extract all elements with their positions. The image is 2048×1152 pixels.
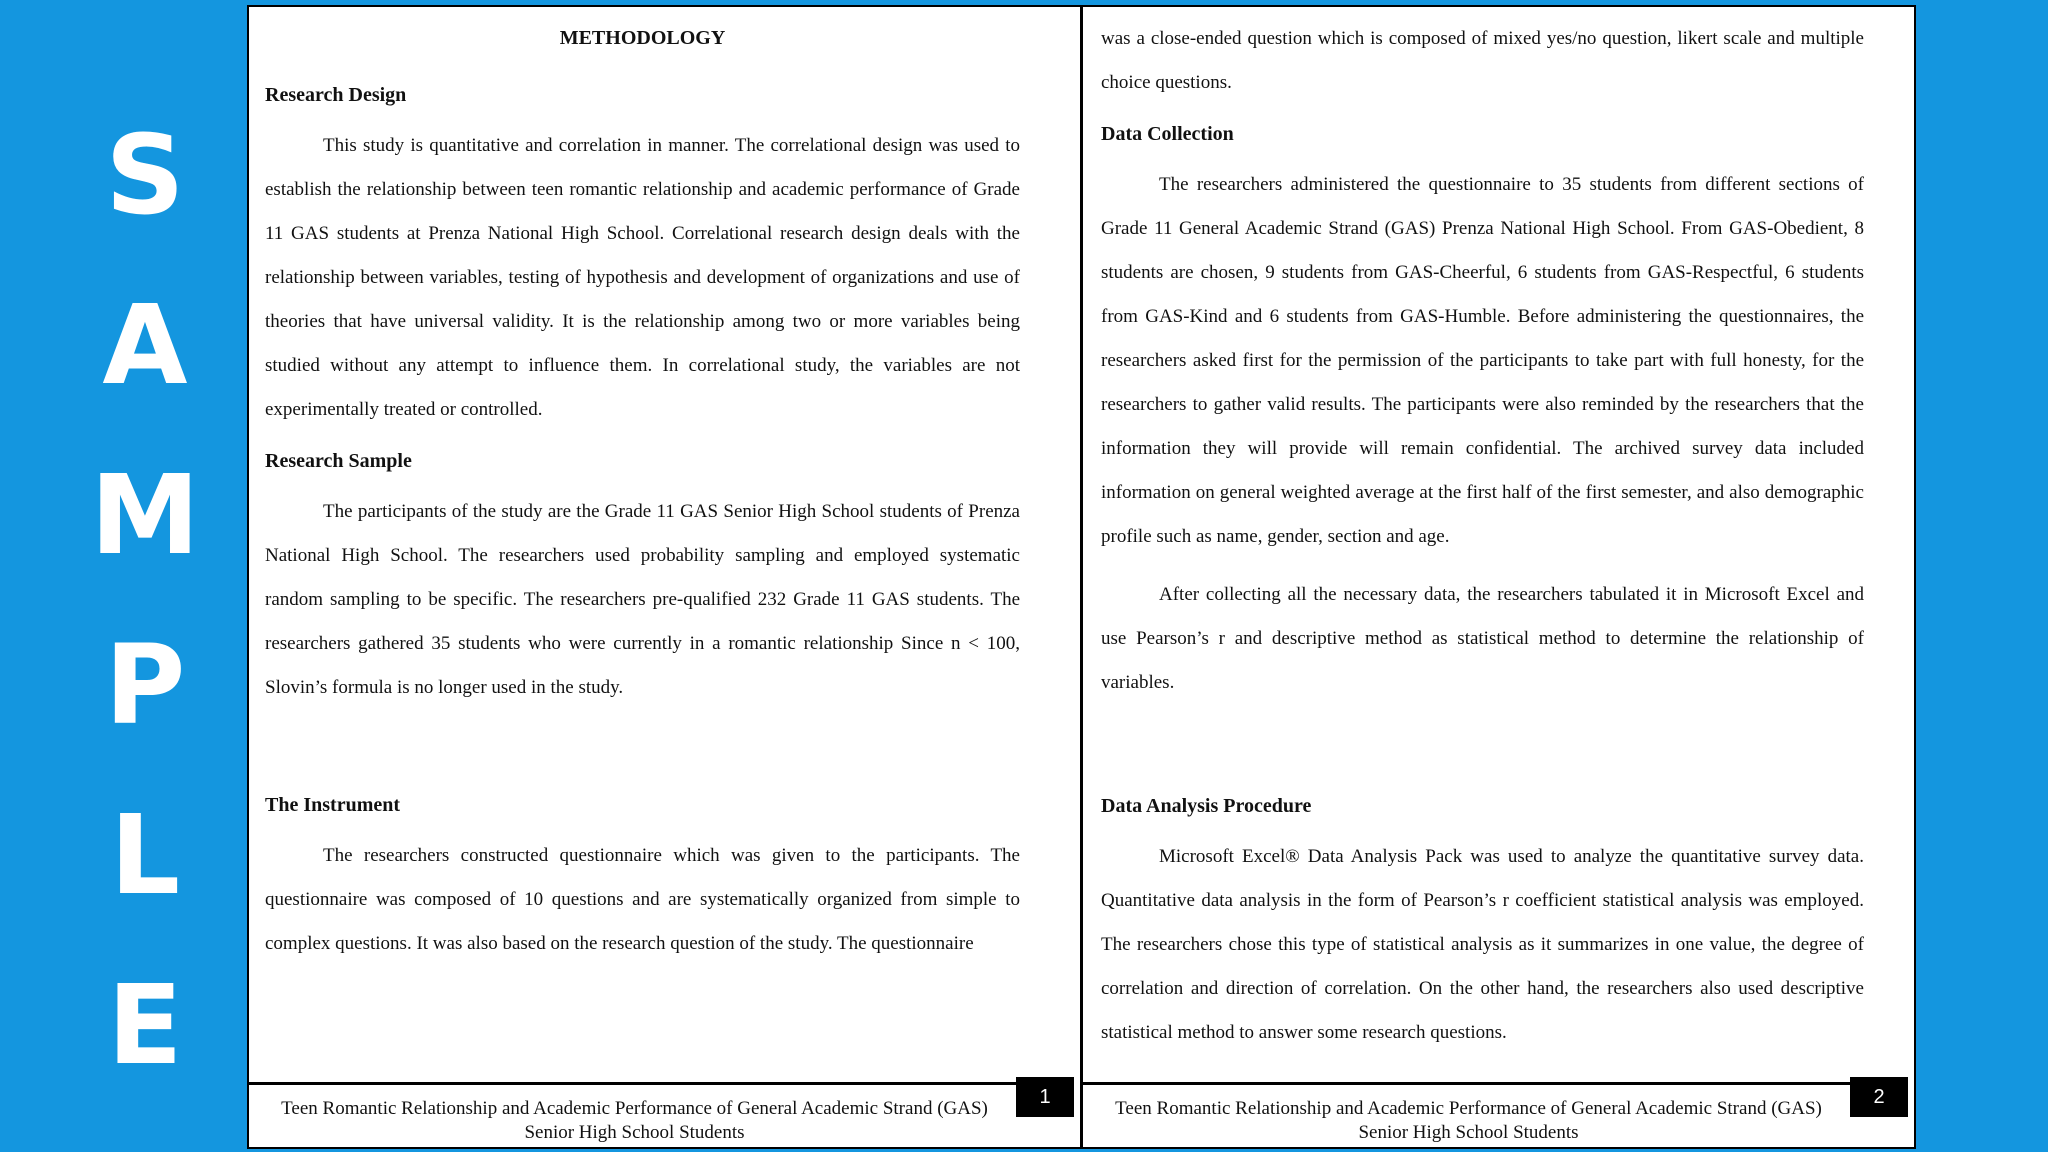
continuation-paragraph: was a close-ended question which is composed of mixed yes/no question, likert scale and multiple choice questions. <box>1101 28 1864 93</box>
research-design-paragraph: This study is quantitative and correlation in manner. The correlational design was used to establish the relationship between teen romantic relationship and academic performance of Grade 11 GAS students at Prenza National High School. Correlational research design deals with the relationship between variables, testing of hypothesis and development of organizations and use of theories that have universal validity. It is the relationship among two or more variables being studied without any attempt to influence them. In correlational study, the variables are not experimentally treated or controlled. <box>265 135 1020 420</box>
page-number-badge: 1 <box>1016 1077 1074 1117</box>
data-collection-paragraph-2: After collecting all the necessary data, the researchers tabulated it in Microsoft Excel and use Pearson’s r and descriptive method as statistical method to determine the relationship of variables. <box>1101 584 1864 693</box>
section-heading-research-design: Research Design <box>265 84 407 106</box>
watermark-letter: M <box>90 451 200 579</box>
watermark-letter: S <box>105 111 185 239</box>
watermark-letter: E <box>107 961 183 1089</box>
document-page-2 <box>1081 5 1916 1149</box>
page-2-content <box>1083 7 1914 1069</box>
footer-divider <box>249 1082 1016 1085</box>
page-title: METHODOLOGY <box>559 27 726 49</box>
section-heading-data-analysis: Data Analysis Procedure <box>1101 795 1312 817</box>
instrument-paragraph: The researchers constructed questionnaire which was given to the participants. The questionnaire was composed of 10 questions and are systematically organized from simple to complex questions. It was also based on the research question of the study. The questionnaire <box>265 845 1020 954</box>
page-footer <box>249 1077 1080 1147</box>
watermark-letter: P <box>104 621 186 749</box>
footer-title: Teen Romantic Relationship and Academic Performance of General Academic Strand (GAS) Senior High School Students <box>1115 1098 1822 1143</box>
document-page-1 <box>247 5 1082 1149</box>
footer-title: Teen Romantic Relationship and Academic Performance of General Academic Strand (GAS) Senior High School Students <box>281 1098 988 1143</box>
section-heading-instrument: The Instrument <box>265 794 401 816</box>
page-1-content <box>249 7 1080 980</box>
page-number-badge: 2 <box>1850 1077 1908 1117</box>
watermark-letter: A <box>102 281 188 409</box>
data-collection-paragraph-1: The researchers administered the questionnaire to 35 students from different sections of Grade 11 General Academic Strand (GAS) Prenza National High School. From GAS-Obedient, 8 students are chosen, 9 students from GAS-Cheerful, 6 students from GAS-Respectful, 6 students from GAS-Kind and 6 students from GAS-Humble. Before administering the questionnaires, the researchers asked first for the permission of the participants to take part with full honesty, for the researchers to gather valid results. The participants were also reminded by the researchers that the information they will provide will remain confidential. The archived survey data included information on general weighted average at the first half of the first semester, and also demographic profile such as name, gender, section and age. <box>1101 174 1864 547</box>
watermark-letter: L <box>109 791 181 919</box>
research-sample-paragraph: The participants of the study are the Grade 11 GAS Senior High School students of Prenza National High School. The researchers used probability sampling and employed systematic random sampling to be specific. The researchers pre-qualified 232 Grade 11 GAS students. The researchers gathered 35 students who were currently in a romantic relationship Since n < 100, Slovin’s formula is no longer used in the study. <box>265 501 1020 698</box>
footer-divider <box>1083 1082 1850 1085</box>
section-heading-data-collection: Data Collection <box>1101 123 1234 145</box>
data-analysis-paragraph: Microsoft Excel® Data Analysis Pack was used to analyze the quantitative survey data. Quantitative data analysis in the form of Pearson’s r coefficient statistical analysis was employed. The researchers chose this type of statistical analysis as it summarizes in one value, the degree of correlation and direction of correlation. On the other hand, the researchers also used descriptive statistical method to answer some research questions. <box>1101 846 1864 1043</box>
section-heading-research-sample: Research Sample <box>265 450 412 472</box>
sample-watermark <box>85 90 205 1110</box>
page-footer <box>1083 1077 1914 1147</box>
